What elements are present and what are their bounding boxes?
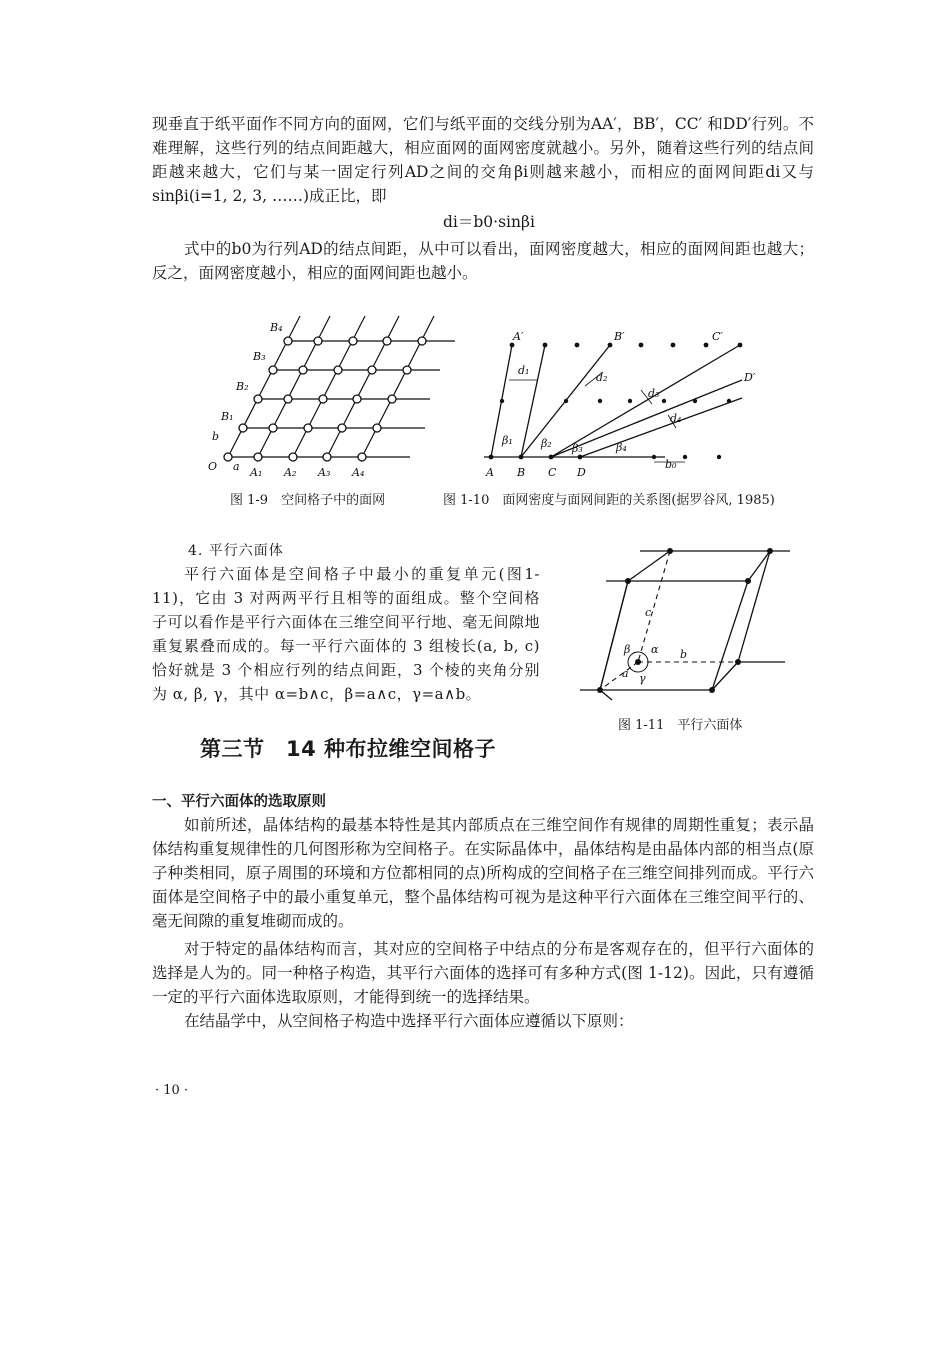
label-beta4: β₄ (616, 441, 627, 454)
label-A3: A₃ (318, 466, 331, 479)
label-c-edge: c (645, 606, 652, 619)
paragraph-selection: 对于特定的晶体结构而言，其对应的空间格子中结点的分布是客观存在的，但平行六面体的选择是人为的。同一种格子构造，其平行六面体的选择可有多种方式(图 1-12)。因此，只有遵循一定的平行六面体选取原则，才能得到统一的选择结果。 (152, 940, 814, 1006)
label-A: A (486, 466, 494, 479)
caption-fig-1-10: 图 1-10 面网密度与面网间距的关系图(据罗谷风, 1985) (443, 493, 775, 508)
label-a-edge: a (622, 667, 629, 680)
label-D-prime: D′ (744, 371, 756, 384)
label-d4: d₄ (670, 412, 682, 425)
section-title: 第三节 14 种布拉维空间格子 (200, 737, 497, 761)
item4-text: 平行六面体是空间格子中最小的重复单元(图1-11)，它由 3 对两两平行且相等的面组成。整个空间格子可以看作是平行六面体在三维空间平行地、毫无间隙地重复累叠而成的。每一平行六面体的 3 组棱长(a, b, c)恰好就是 3 个相应行列的结点间距，3 个棱的夹角分别为 α, β, γ，其中 α=b∧c，β=a∧c，γ=a∧b。 (152, 565, 540, 703)
label-B3: B₃ (253, 350, 266, 363)
label-d1: d₁ (518, 364, 530, 377)
label-A2: A₂ (284, 466, 297, 479)
paragraph-rules-intro: 在结晶学中，从空间格子构造中选择平行六面体应遵循以下原则： (184, 1012, 634, 1030)
label-beta3: β₃ (572, 442, 583, 455)
label-C-prime: C′ (712, 330, 723, 343)
label-d3: d₃ (648, 387, 660, 400)
label-A-prime: A′ (513, 330, 524, 343)
paragraph-intro: 现垂直于纸平面作不同方向的面网，它们与纸平面的交线分别为AA′，BB′，CC′ 和DD′行列。不难理解，这些行列的结点间距越大，相应面网的面网密度就越小。另外，随着这些行列的结点间距越来越大，它们与某一固定行列AD之间的交角βi则越来越小，而相应的面网间距di又与sinβi(i=1, 2, 3, ……)成正比，即 (152, 115, 814, 205)
label-beta2: β₂ (541, 437, 552, 450)
label-O: O (208, 460, 218, 473)
caption-fig-1-9: 图 1-9 空间格子中的面网 (230, 493, 386, 508)
item4-title: 4. 平行六面体 (188, 543, 284, 559)
label-B2: B₂ (236, 380, 249, 393)
label-C: C (548, 466, 557, 479)
label-D: D (577, 466, 586, 479)
label-B4: B₄ (270, 321, 283, 334)
label-gamma: γ (639, 672, 646, 685)
label-B: B (517, 466, 526, 479)
label-B-prime: B′ (614, 330, 625, 343)
page-number: · 10 · (155, 1083, 189, 1098)
label-A1: A₁ (250, 466, 263, 479)
formula: di＝b0·sinβi (443, 213, 535, 231)
label-A4: A₄ (352, 466, 365, 479)
label-b: b (212, 430, 220, 443)
label-b0: b₀ (665, 458, 677, 471)
caption-fig-1-11: 图 1-11 平行六面体 (618, 718, 743, 733)
label-a: a (233, 460, 240, 473)
paragraph-explanation: 式中的b0为行列AD的结点间距，从中可以看出，面网密度越大，相应的面网间距也越大；反之，面网密度越小，相应的面网间距也越小。 (152, 240, 814, 282)
label-B1: B₁ (221, 410, 234, 423)
label-d2: d₂ (596, 371, 608, 384)
label-beta1: β₁ (502, 434, 513, 447)
subsection-title: 一、平行六面体的选取原则 (152, 794, 326, 810)
label-b-edge: b (680, 648, 688, 661)
paragraph-principles: 如前所述，晶体结构的最基本特性是其内部质点在三维空间作有规律的周期性重复；表示晶体结构重复规律性的几何图形称为空间格子。在实际晶体中，晶体结构是由晶体内部的相当点(原子种类相同，原子周围的环境和方位都相同的点)所构成的空间格子在三维空间排列而成。平行六面体是空间格子中的最小重复单元，整个晶体结构可视为是这种平行六面体在三维空间平行的、毫无间隙的重复堆砌而成的。 (152, 816, 814, 930)
label-beta: β (624, 643, 631, 656)
label-alpha: α (651, 643, 659, 656)
